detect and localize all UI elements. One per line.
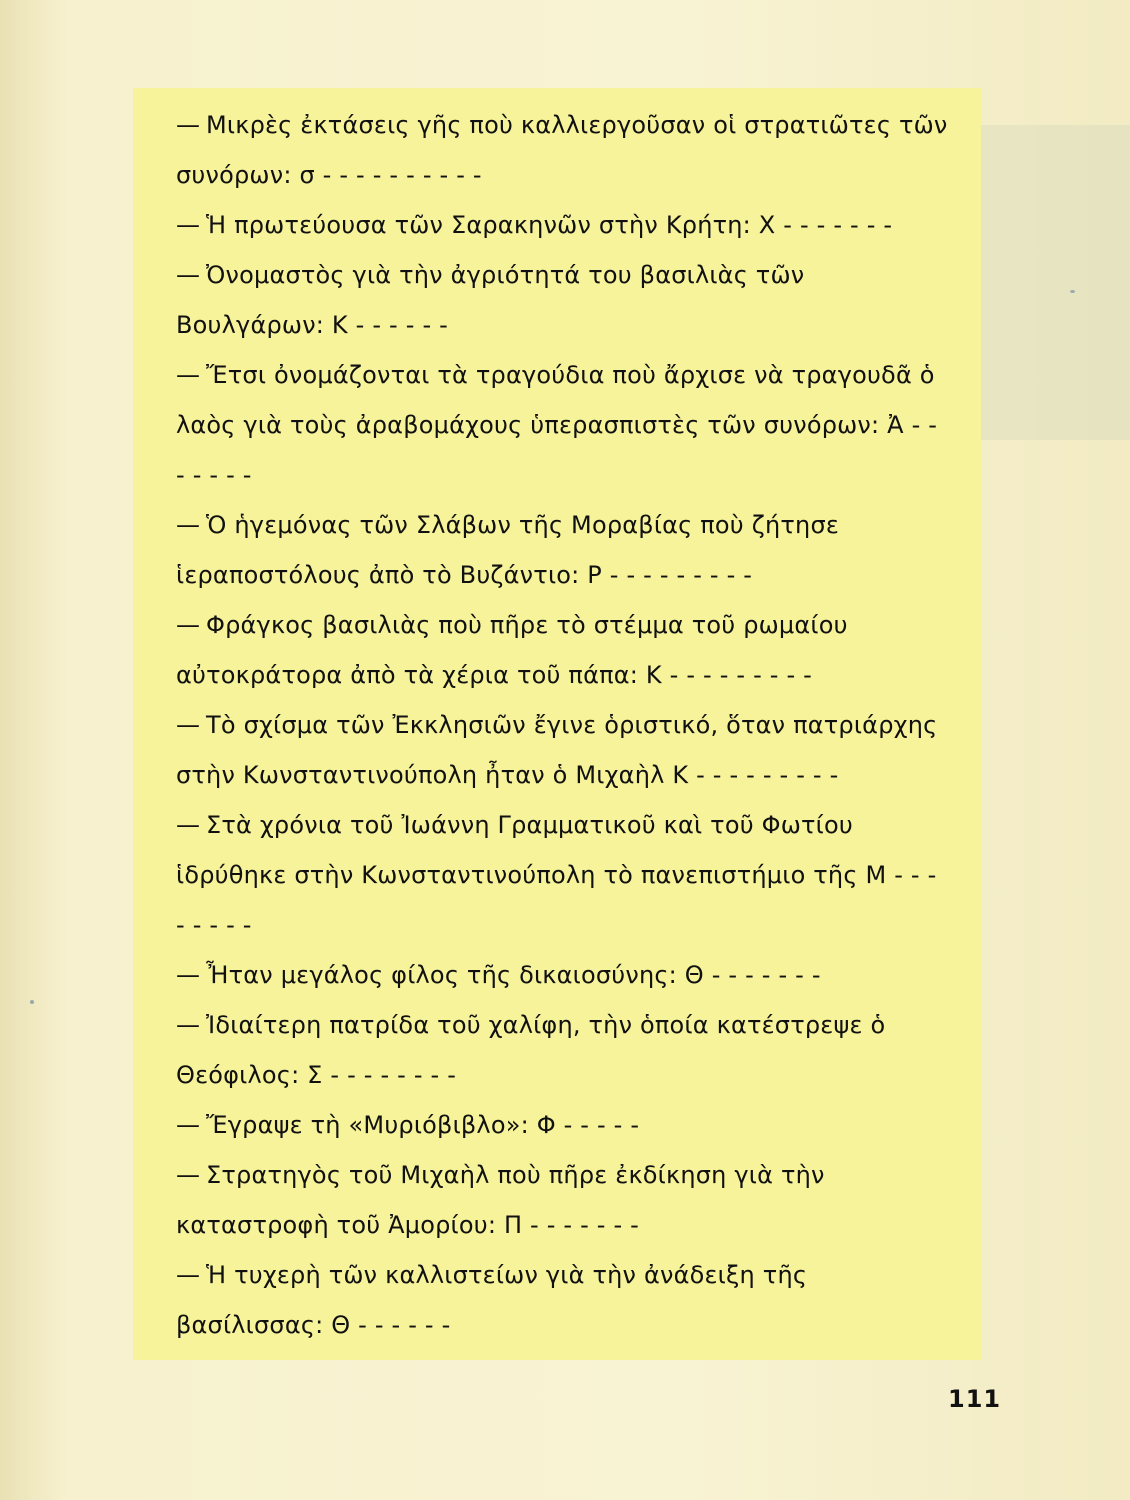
entry-text: Ἡ πρωτεύουσα τῶν Σαρακηνῶν στὴν Κρήτη: Χ - - - - - - - (206, 211, 893, 239)
list-item (176, 500, 952, 600)
list-item (176, 950, 952, 1000)
em-dash: — (176, 261, 201, 289)
entry-text: Ἡ τυχερὴ τῶν καλλιστείων γιὰ τὴν ἀνάδειξη τῆς βασίλισσας: Θ - - - - - - (176, 1261, 808, 1339)
list-item (176, 100, 952, 200)
entry-text: Ὀνομαστὸς γιὰ τὴν ἀγριότητά του βασιλιὰς τῶν Βουλγάρων: Κ - - - - - - (176, 261, 805, 339)
list-item (176, 700, 952, 800)
em-dash: — (176, 711, 201, 739)
entry-text: Μικρὲς ἐκτάσεις γῆς ποὺ καλλιεργοῦσαν οἱ στρατιῶτες τῶν συνόρων: σ - - - - - - - - - - (176, 111, 948, 189)
list-item (176, 1250, 952, 1350)
entry-text: Ἦταν μεγάλος φίλος τῆς δικαιοσύνης: Θ - - - - - - - (206, 961, 821, 989)
em-dash: — (176, 1261, 201, 1289)
entry-text: Ἰδιαίτερη πατρίδα τοῦ χαλίφη, τὴν ὁποία κατέστρεψε ὁ Θεόφιλος: Σ - - - - - - - - (176, 1011, 886, 1089)
entry-text: Ὁ ἡγεμόνας τῶν Σλάβων τῆς Μοραβίας ποὺ ζήτησε ἱεραποστόλους ἀπὸ τὸ Βυζάντιο: Ρ - - - - - - - - - (176, 511, 840, 589)
em-dash: — (176, 811, 201, 839)
list-item (176, 600, 952, 700)
list-item (176, 800, 952, 950)
em-dash: — (176, 961, 201, 989)
entry-text: Στρατηγὸς τοῦ Μιχαὴλ ποὺ πῆρε ἐκδίκηση γιὰ τὴν καταστροφὴ τοῦ Ἀμορίου: Π - - - - - - - (176, 1161, 825, 1239)
entry-text: Ἔτσι ὀνομάζονται τὰ τραγούδια ποὺ ἄρχισε νὰ τραγουδᾶ ὁ λαὸς γιὰ τοὺς ἀραβομάχους ὑπερασπιστὲς τῶν συνόρων: Ἀ - - - - - - - (176, 361, 938, 489)
em-dash: — (176, 1111, 201, 1139)
em-dash: — (176, 1161, 201, 1189)
entry-text: Στὰ χρόνια τοῦ Ἰωάννη Γραμματικοῦ καὶ τοῦ Φωτίου ἱδρύθηκε στὴν Κωνσταντινούπολη τὸ πανεπιστήμιο τῆς Μ - - - - - - - - (176, 811, 937, 939)
paper-speck (1070, 290, 1075, 293)
exercise-list (176, 100, 952, 1350)
list-item (176, 350, 952, 500)
paper-speck (30, 1000, 34, 1004)
page-number: 111 (948, 1385, 1002, 1413)
em-dash: — (176, 1011, 201, 1039)
entry-text: Φράγκος βασιλιὰς ποὺ πῆρε τὸ στέμμα τοῦ ρωμαίου αὐτοκράτορα ἀπὸ τὰ χέρια τοῦ πάπα: Κ - - - - - - - - - (176, 611, 848, 689)
list-item (176, 250, 952, 350)
em-dash: — (176, 611, 201, 639)
list-item (176, 1150, 952, 1250)
em-dash: — (176, 111, 201, 139)
entry-text: Τὸ σχίσμα τῶν Ἐκκλησιῶν ἔγινε ὁριστικό, ὅταν πατριάρχης στὴν Κωνσταντινούπολη ἦταν ὁ Μιχαὴλ Κ - - - - - - - - - (176, 711, 938, 789)
entry-text: Ἔγραψε τὴ «Μυριόβιβλο»: Φ - - - - - (206, 1111, 640, 1139)
em-dash: — (176, 361, 201, 389)
em-dash: — (176, 211, 201, 239)
list-item (176, 200, 952, 250)
list-item (176, 1000, 952, 1100)
list-item (176, 1100, 952, 1150)
em-dash: — (176, 511, 201, 539)
